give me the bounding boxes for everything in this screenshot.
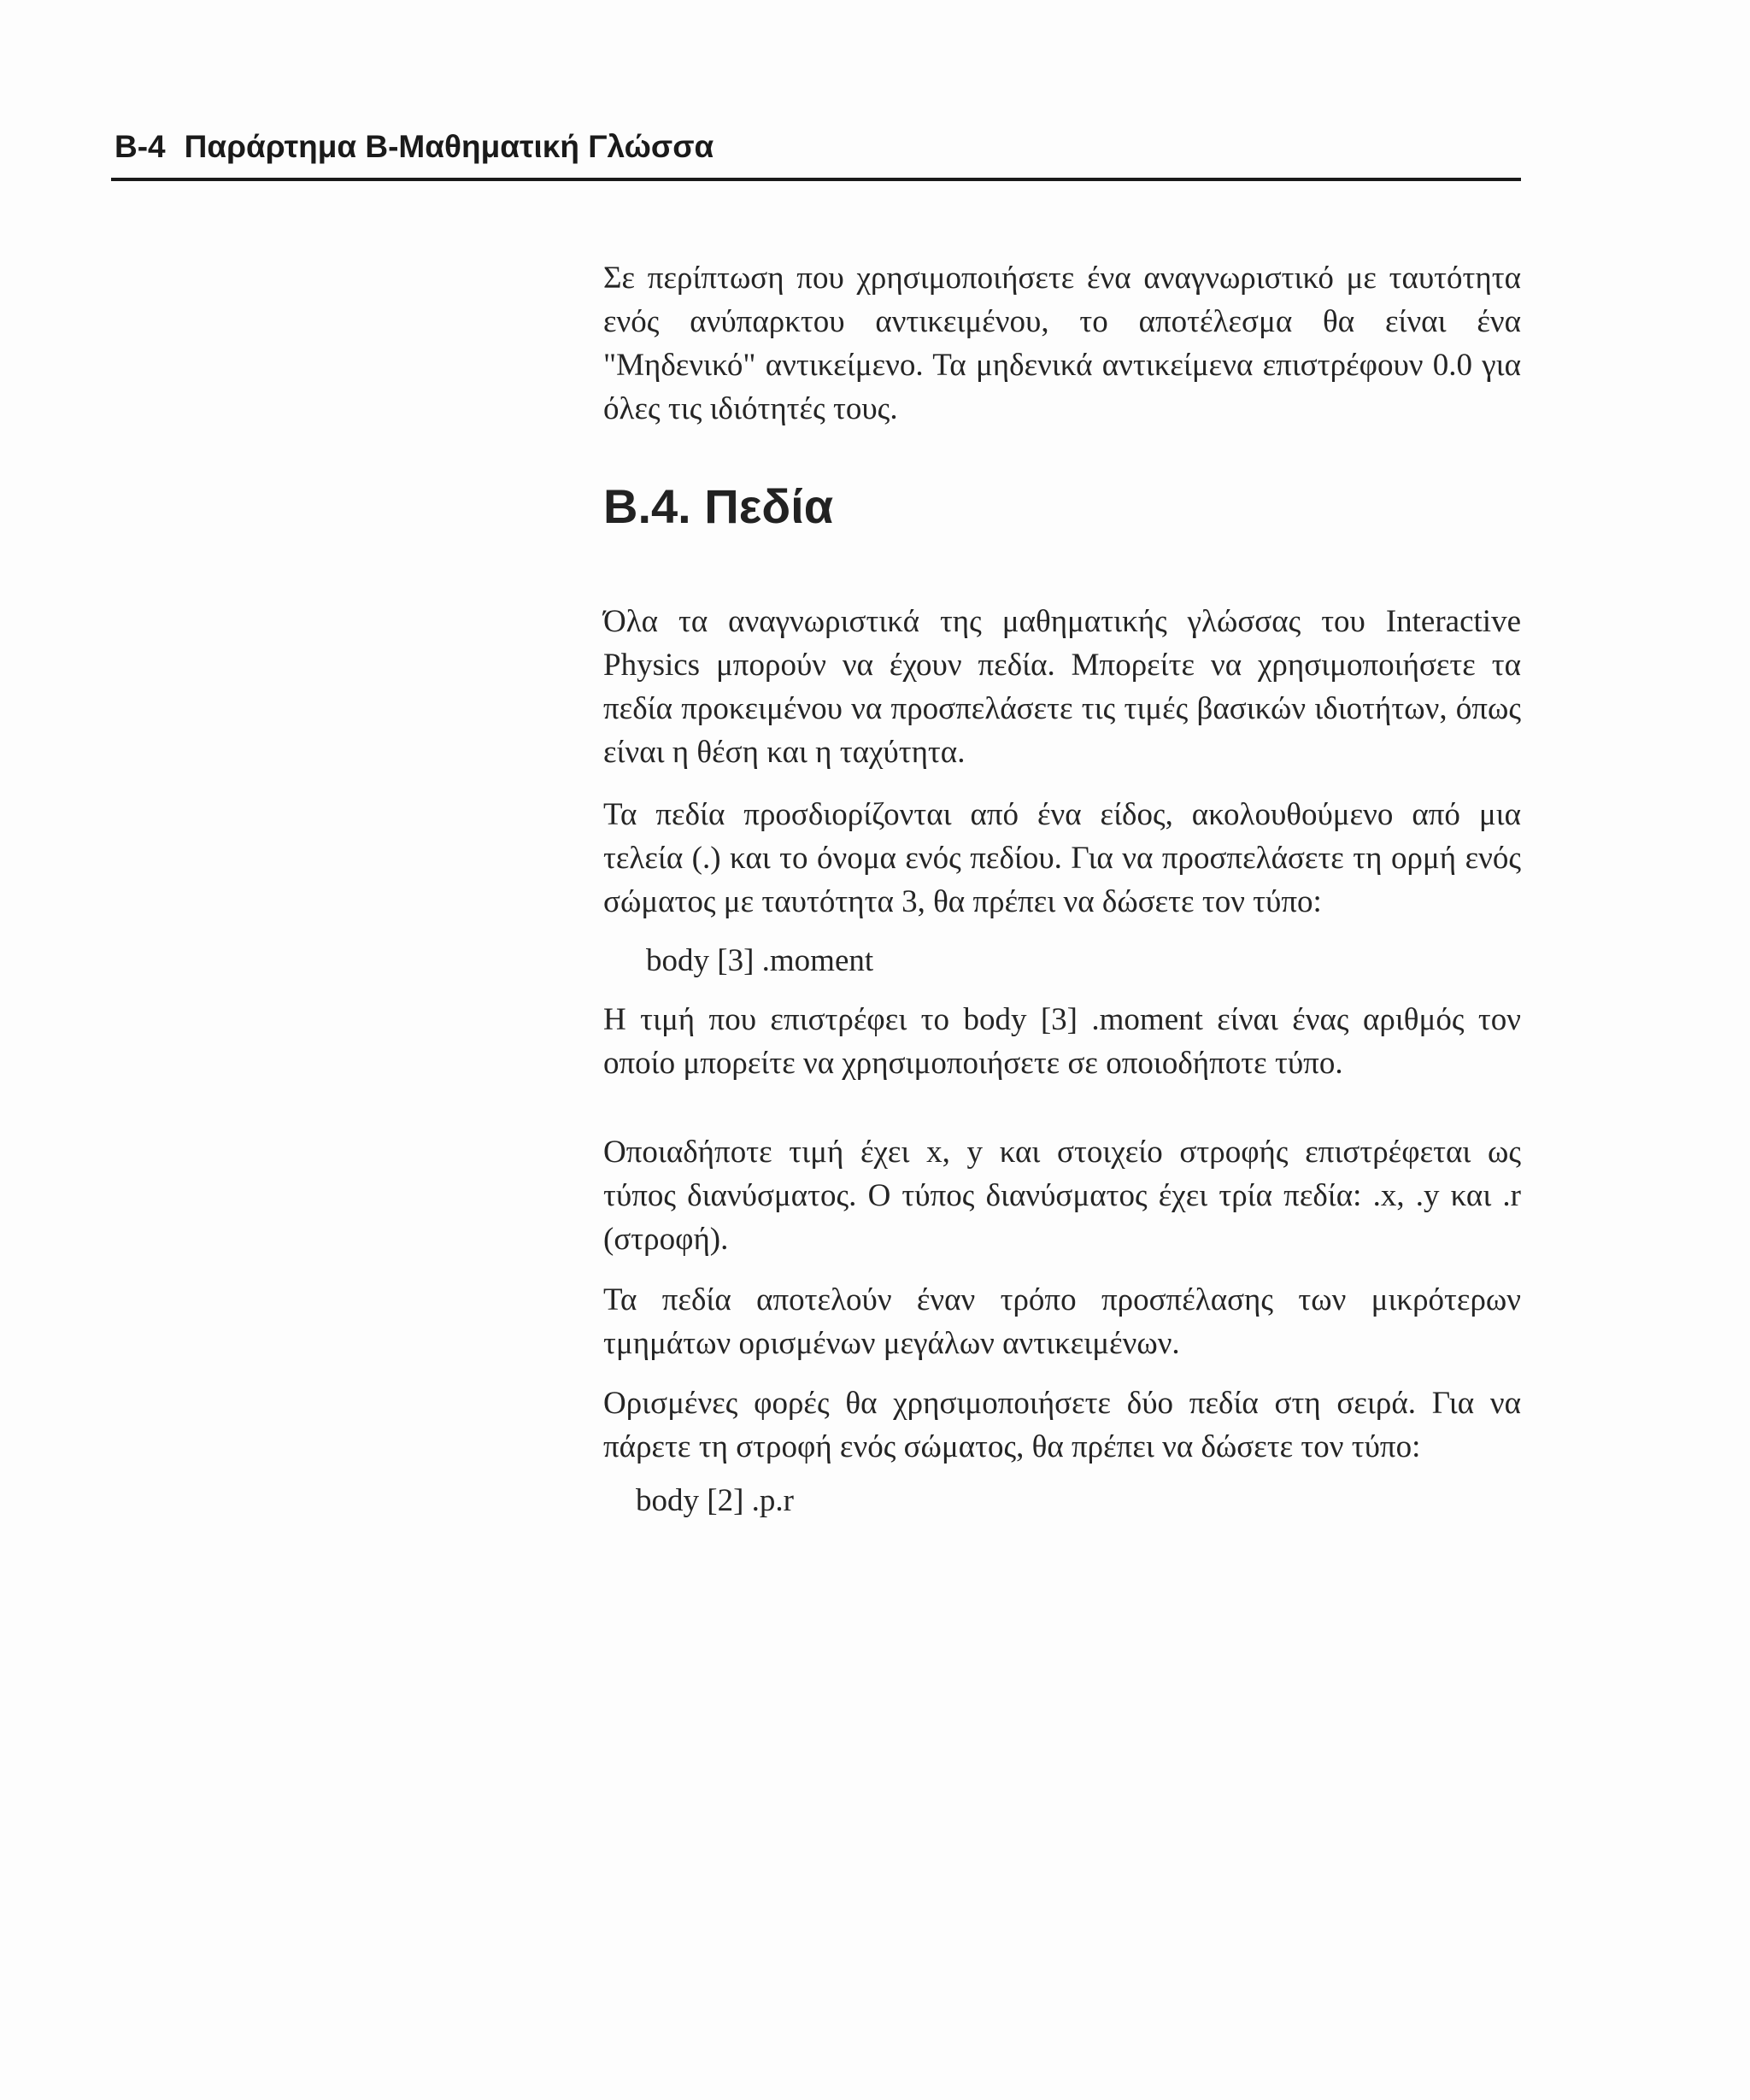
paragraph-field-access: Τα πεδία αποτελούν έναν τρόπο προσπέλασης των μικρότερων τμημάτων ορισμένων μεγάλων αντικειμένων. (603, 1282, 1521, 1361)
paragraph-moment-result: Η τιμή που επιστρέφει το body [3] .moment είναι ένας αριθμός τον οποίο μπορείτε να χρησιμοποιήσετε σε οποιοδήποτε τύπο. (603, 1002, 1521, 1081)
paragraph-vector-type: Οποιαδήποτε τιμή έχει x, y και στοιχείο στροφής επιστρέφεται ως τύπος διανύσματος. Ο τύπος διανύσματος έχει τρία πεδία: .x, .y και .r (στροφή). (603, 1135, 1521, 1257)
code-example-rotation: body [2] .p.r (636, 1483, 794, 1518)
page-number: B-4 (115, 129, 166, 164)
running-header-text (115, 125, 714, 169)
paragraph-fields-syntax: Τα πεδία προσδιορίζονται από ένα είδος, ακολουθούμενο από μια τελεία (.) και το όνομα ενός πεδίου. Για να προσπελάσετε τη ορμή ενός σώματος με ταυτότητα 3, θα πρέπει να δώσετε τον τύπο: (603, 797, 1521, 919)
intro-paragraph: Σε περίπτωση που χρησιμοποιήσετε ένα αναγνωριστικό με ταυτότητα ενός ανύπαρκτου αντικειμένου, το αποτέλεσμα θα είναι ένα "Μηδενικό" αντικείμενο. Τα μηδενικά αντικείμενα επιστρέφουν 0.0 για όλες τις ιδιότητές τους. (603, 261, 1521, 426)
running-header-title: Παράρτημα B-Μαθηματική Γλώσσα (184, 129, 714, 164)
section-heading: B.4. Πεδία (603, 479, 834, 533)
page-body (603, 256, 1521, 1522)
running-header (111, 125, 1521, 181)
paragraph-fields-intro: Όλα τα αναγνωριστικά της μαθηματικής γλώσσας του Interactive Physics μπορούν να έχουν πεδία. Μπορείτε να χρησιμοποιήσετε τα πεδία προκειμένου να προσπελάσετε τις τιμές βασικών ιδιοτήτων, όπως είναι η θέση και η ταχύτητα. (603, 604, 1521, 770)
paragraph-two-fields: Ορισμένες φορές θα χρησιμοποιήσετε δύο πεδία στη σειρά. Για να πάρετε τη στροφή ενός σώματος, θα πρέπει να δώσετε τον τύπο: (603, 1386, 1521, 1464)
code-example-moment: body [3] .moment (646, 943, 874, 978)
